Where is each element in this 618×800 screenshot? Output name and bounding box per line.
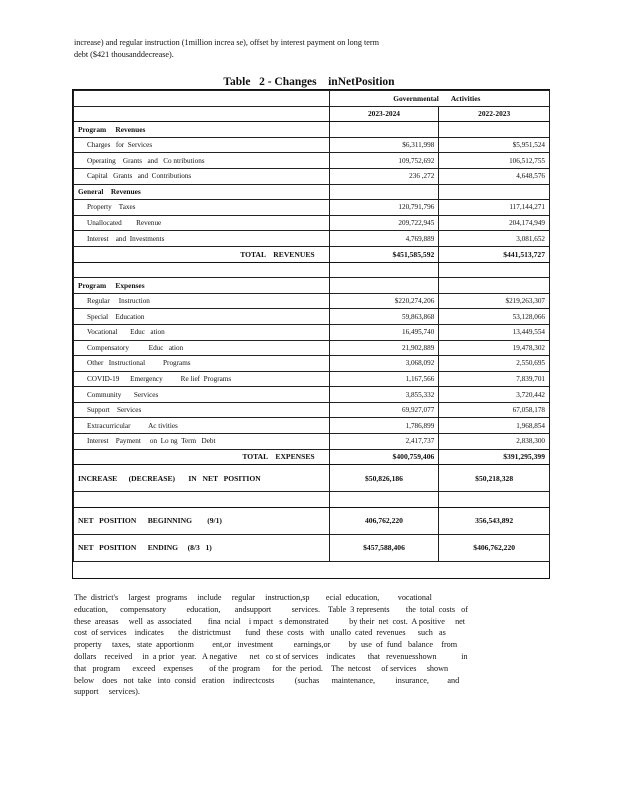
- line-item-2023-2024: 1,167,566: [329, 371, 439, 387]
- closing-line: these areasas well as associated fina ncial i mpact s demonstrated by their net cost. A positive net: [74, 616, 466, 626]
- line-item-label: Special Education: [74, 309, 330, 325]
- line-item-label: Unallocated Revenue: [74, 215, 330, 231]
- closing-line: The district's largest programs include regular instruction,sp ecial education, vocational: [74, 593, 432, 602]
- table-row: [74, 215, 550, 231]
- line-item-label: Vocational Educ ation: [74, 324, 330, 340]
- line-item-2022-2023: 7,839,701: [439, 371, 550, 387]
- year-blank: [74, 106, 330, 122]
- total-revenues-v1: $451,585,592: [329, 246, 439, 262]
- line-item-label: Interest Payment on Lo ng Term Debt: [74, 434, 330, 450]
- table-row: [74, 309, 550, 325]
- line-item-2022-2023: 67,058,178: [439, 402, 550, 418]
- header-group-2: Activities: [439, 91, 550, 107]
- table-row: [74, 340, 550, 356]
- line-item-label: Capital Grants and Contributions: [74, 168, 330, 184]
- header-group: Governmental: [329, 91, 439, 107]
- total-expenses-label: TOTAL EXPENSES: [74, 449, 330, 465]
- line-item-2022-2023: 19,478,302: [439, 340, 550, 356]
- closing-line: support services).: [74, 687, 140, 697]
- total-revenues-v2: $441,513,727: [439, 246, 550, 262]
- year-col-1: 2023-2024: [329, 106, 439, 122]
- section-heading-row: [74, 278, 550, 294]
- table-row: [74, 168, 550, 184]
- net-ending-v1: $457,588,406: [329, 534, 439, 561]
- closing-paragraph: [74, 592, 544, 698]
- line-item-2022-2023: $219,263,307: [439, 293, 550, 309]
- total-expenses-v1: $400,759,406: [329, 449, 439, 465]
- increase-v1: $50,826,186: [329, 465, 439, 492]
- closing-line: dollars received in a prior year. A negative net co st of services indicates that revenuesshown in: [74, 651, 468, 661]
- line-item-2022-2023: 106,512,755: [439, 153, 550, 169]
- increase-label: INCREASE (DECREASE) IN NET POSITION: [74, 465, 330, 492]
- line-item-2023-2024: 109,752,692: [329, 153, 439, 169]
- line-item-label: Other Instructional Programs: [74, 356, 330, 372]
- closing-line: property taxes, state apportionm ent,or investment earnings,or by use of fund balance from: [74, 640, 458, 650]
- net-position-table: [73, 90, 550, 562]
- line-item-label: Interest and Investments: [74, 231, 330, 247]
- line-item-label: Operating Grants and Co ntributions: [74, 153, 330, 169]
- blank-row: [74, 262, 550, 278]
- line-item-label: Compensatory Educ ation: [74, 340, 330, 356]
- increase-row: [74, 465, 550, 492]
- net-beginning-v1: 406,762,220: [329, 507, 439, 534]
- line-item-label: Property Taxes: [74, 200, 330, 216]
- table-row: [74, 371, 550, 387]
- intro-line: debt ($421 thousanddecrease).: [74, 50, 174, 59]
- table-row: [74, 418, 550, 434]
- line-item-2023-2024: 4,769,889: [329, 231, 439, 247]
- closing-line: cost of services indicates the districtmust fund these costs with unallo cated revenues such as: [74, 628, 446, 638]
- intro-line: increase) and regular instruction (1million increa se), offset by interest payment on long term: [74, 38, 379, 47]
- table-row: [74, 402, 550, 418]
- year-col-2: 2022-2023: [439, 106, 550, 122]
- line-item-2022-2023: 2,838,300: [439, 434, 550, 450]
- general-revenues-body: [74, 200, 550, 247]
- line-item-2022-2023: 204,174,949: [439, 215, 550, 231]
- total-expenses-row: [74, 449, 550, 465]
- general-revenues-heading: General Revenues: [74, 184, 330, 200]
- line-item-2022-2023: $5,951,524: [439, 137, 550, 153]
- closing-line: that program exceed expenses of the program for the period. The netcost of services shown: [74, 663, 449, 673]
- table-title-text: Table 2 - Changes inNetPosition: [223, 76, 395, 88]
- line-item-2022-2023: 13,449,554: [439, 324, 550, 340]
- net-beginning-row: [74, 507, 550, 534]
- intro-paragraph: [74, 37, 544, 61]
- program-revenues-body: [74, 137, 550, 184]
- net-beginning-label: NET POSITION BEGINNING (9/1): [74, 507, 330, 534]
- table-year-row: [74, 106, 550, 122]
- program-revenues-heading: Program Revenues: [74, 122, 330, 138]
- total-expenses-v2: $391,295,399: [439, 449, 550, 465]
- table-row: [74, 153, 550, 169]
- line-item-2023-2024: 120,791,796: [329, 200, 439, 216]
- closing-line: below does not take into consid eration indirectcosts (suchas maintenance, insurance, and: [74, 675, 460, 685]
- line-item-2023-2024: 69,927,077: [329, 402, 439, 418]
- table-row: [74, 356, 550, 372]
- program-expenses-heading: Program Expenses: [74, 278, 330, 294]
- table-row: [74, 200, 550, 216]
- line-item-2023-2024: 236 ,272: [329, 168, 439, 184]
- section-heading-row: [74, 122, 550, 138]
- line-item-2023-2024: 21,902,889: [329, 340, 439, 356]
- net-ending-label: NET POSITION ENDING (8/3 1): [74, 534, 330, 561]
- table-title: [0, 76, 618, 88]
- line-item-2023-2024: 209,722,945: [329, 215, 439, 231]
- blank-row: [74, 492, 550, 508]
- line-item-2023-2024: 1,786,899: [329, 418, 439, 434]
- line-item-label: Community Services: [74, 387, 330, 403]
- line-item-2022-2023: 117,144,271: [439, 200, 550, 216]
- net-ending-row: [74, 534, 550, 561]
- line-item-2023-2024: 16,495,740: [329, 324, 439, 340]
- line-item-label: COVID-19 Emergency Re lief Programs: [74, 371, 330, 387]
- line-item-2022-2023: 4,648,576: [439, 168, 550, 184]
- table-header-row: [74, 91, 550, 107]
- line-item-2022-2023: 53,128,066: [439, 309, 550, 325]
- table-row: [74, 434, 550, 450]
- table-row: [74, 324, 550, 340]
- table-row: [74, 231, 550, 247]
- closing-line: education, compensatory education, andsupport services. Table 3 represents the total costs of: [74, 604, 469, 614]
- line-item-label: Extracurricular Ac tivities: [74, 418, 330, 434]
- total-revenues-row: [74, 246, 550, 262]
- line-item-label: Charges for Services: [74, 137, 330, 153]
- increase-v2: $50,218,328: [439, 465, 550, 492]
- line-item-2023-2024: 3,855,332: [329, 387, 439, 403]
- line-item-2023-2024: $6,311,998: [329, 137, 439, 153]
- line-item-label: Regular Instruction: [74, 293, 330, 309]
- line-item-2022-2023: 2,550,695: [439, 356, 550, 372]
- net-beginning-v2: 356,543,892: [439, 507, 550, 534]
- total-revenues-label: TOTAL REVENUES: [74, 246, 330, 262]
- line-item-2022-2023: 1,968,854: [439, 418, 550, 434]
- net-ending-v2: $406,762,220: [439, 534, 550, 561]
- table-row: [74, 293, 550, 309]
- line-item-label: Support Services: [74, 402, 330, 418]
- line-item-2023-2024: 2,417,737: [329, 434, 439, 450]
- table-row: [74, 387, 550, 403]
- line-item-2023-2024: 3,068,092: [329, 356, 439, 372]
- line-item-2022-2023: 3,081,652: [439, 231, 550, 247]
- table-row: [74, 137, 550, 153]
- header-blank: [74, 91, 330, 107]
- program-expenses-body: [74, 293, 550, 449]
- line-item-2023-2024: $220,274,206: [329, 293, 439, 309]
- section-heading-row: [74, 184, 550, 200]
- line-item-2023-2024: 59,863,868: [329, 309, 439, 325]
- line-item-2022-2023: 3,720,442: [439, 387, 550, 403]
